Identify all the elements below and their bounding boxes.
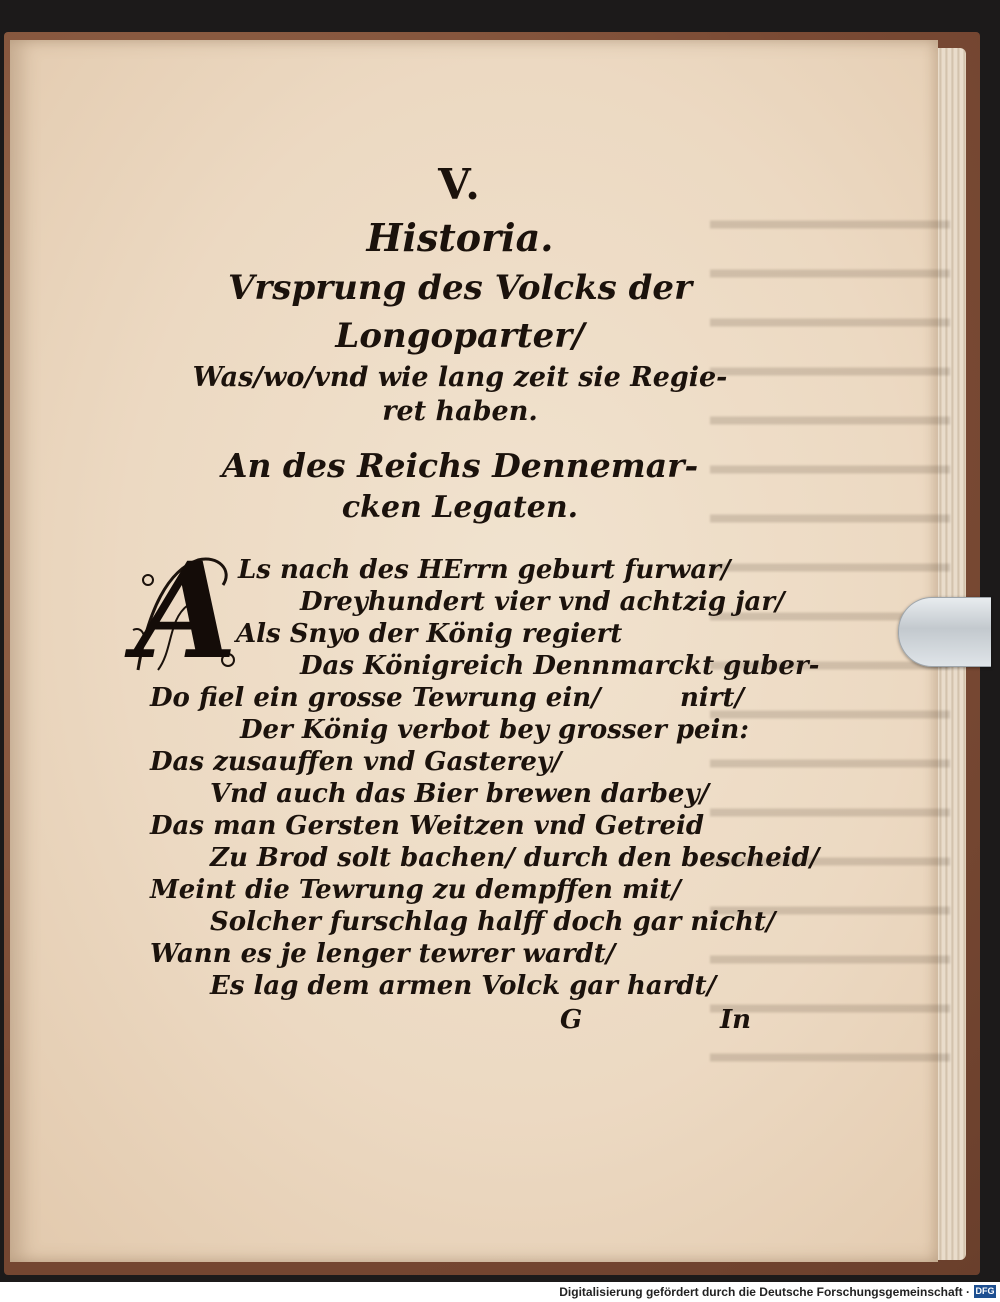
verse-line: Der König verbot bey grosser pein:: [240, 715, 749, 745]
verse-block: [120, 534, 820, 1074]
verse-line: Wann es je lenger tewrer wardt/: [150, 939, 616, 969]
subtitle-line-2: Was/wo/vnd wie lang zeit sie Regie-: [192, 362, 728, 393]
verse-line: Als Snyo der König regiert: [236, 619, 623, 649]
verse-line-carryover: nirt/: [680, 683, 744, 713]
chapter-title: Historia.: [366, 215, 554, 260]
verse-line: Das zusauffen vnd Gasterey/: [150, 747, 562, 777]
dropcap-letter: A: [134, 534, 238, 689]
footer-bar: [0, 1282, 1000, 1302]
verse-line: Es lag dem armen Volck gar hardt/: [210, 971, 717, 1001]
subtitle-line-1: Vrsprung des Volcks der Longoparter/: [228, 268, 692, 356]
chapter-number: V.: [438, 160, 482, 209]
dedication-line-1: An des Reichs Dennemar-: [221, 446, 699, 485]
verse-line: Zu Brod solt bachen/ durch den bescheid/: [210, 843, 820, 873]
verse-line: Ls nach des HErrn geburt furwar/: [238, 555, 731, 585]
text-block: [120, 158, 820, 1074]
footer-credit: Digitalisierung gefördert durch die Deutsche Forschungsgemeinschaft ·: [559, 1285, 970, 1299]
verse-line: Das man Gersten Weitzen vnd Getreid: [150, 811, 705, 841]
verse-line: Solcher furschlag halff doch gar nicht/: [210, 907, 776, 937]
verse-line: Dreyhundert vier vnd achtzig jar/: [300, 587, 785, 617]
catchword: In: [720, 1005, 752, 1035]
dedication-line-2: cken Legaten.: [341, 490, 579, 525]
signature-mark: G: [560, 1005, 583, 1035]
verse-line: Meint die Tewrung zu dempffen mit/: [150, 875, 681, 905]
verse-line: Vnd auch das Bier brewen darbey/: [210, 779, 710, 809]
plastic-clip-tab: [898, 597, 991, 667]
verse-line: Das Königreich Dennmarckt guber-: [300, 651, 820, 681]
verse-line: Do fiel ein grosse Tewrung ein/: [150, 683, 601, 713]
dfg-logo-icon: DFG: [975, 1286, 995, 1296]
subtitle-line-3: ret haben.: [382, 396, 538, 427]
